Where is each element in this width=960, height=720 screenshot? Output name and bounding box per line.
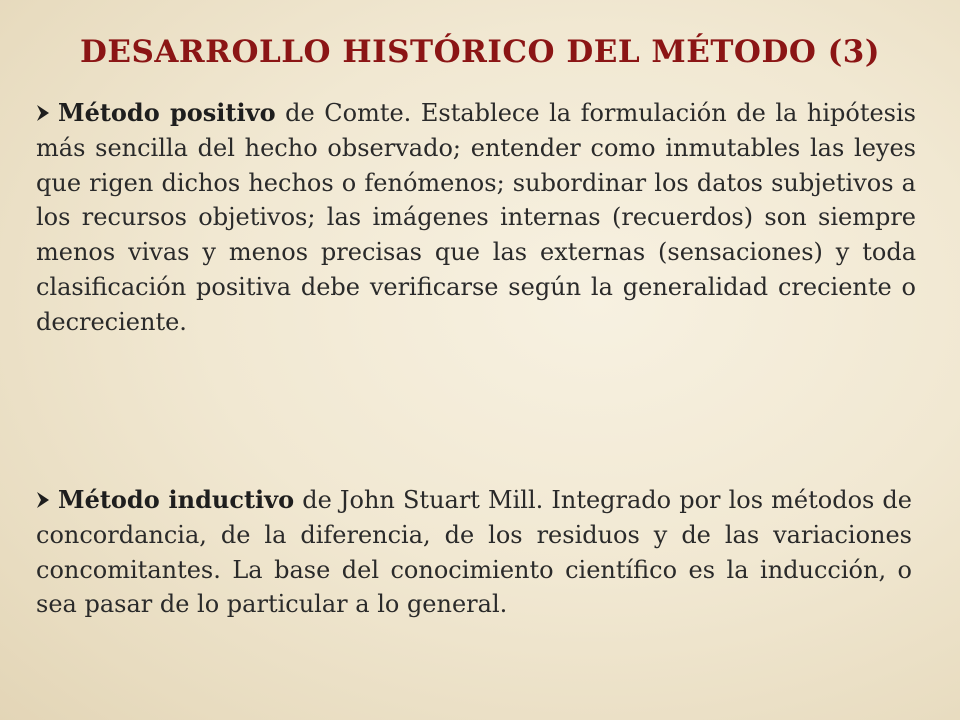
arrow-bullet-icon <box>36 483 58 518</box>
method-description: de Comte. Establece la formulación de la hipótesis más sencilla del hecho observado; entender como inmutables las leyes que rigen dichos hechos o fenómenos; subordinar los datos subjetivos a los recursos objetivos; las imágenes internas (recuerdos) son siempre menos vivas y menos precisas que las externas (sensaciones) y toda clasificación positiva debe verificarse según la generalidad creciente o decreciente. <box>36 99 916 336</box>
bullet-paragraph-inductive-method <box>36 483 912 622</box>
method-term: Método inductivo <box>58 485 295 514</box>
method-description: de John Stuart Mill. Integrado por los métodos de concordancia, de la diferencia, de los residuos y de las variaciones concomitantes. La base del conocimiento científico es la inducción, o sea pasar de lo particular a lo general. <box>36 486 913 619</box>
slide-title: DESARROLLO HISTÓRICO DEL MÉTODO (3) <box>79 34 881 70</box>
arrow-bullet-icon <box>36 96 58 131</box>
method-term: Método positivo <box>58 98 276 127</box>
bullet-paragraph-positive-method <box>36 96 916 340</box>
